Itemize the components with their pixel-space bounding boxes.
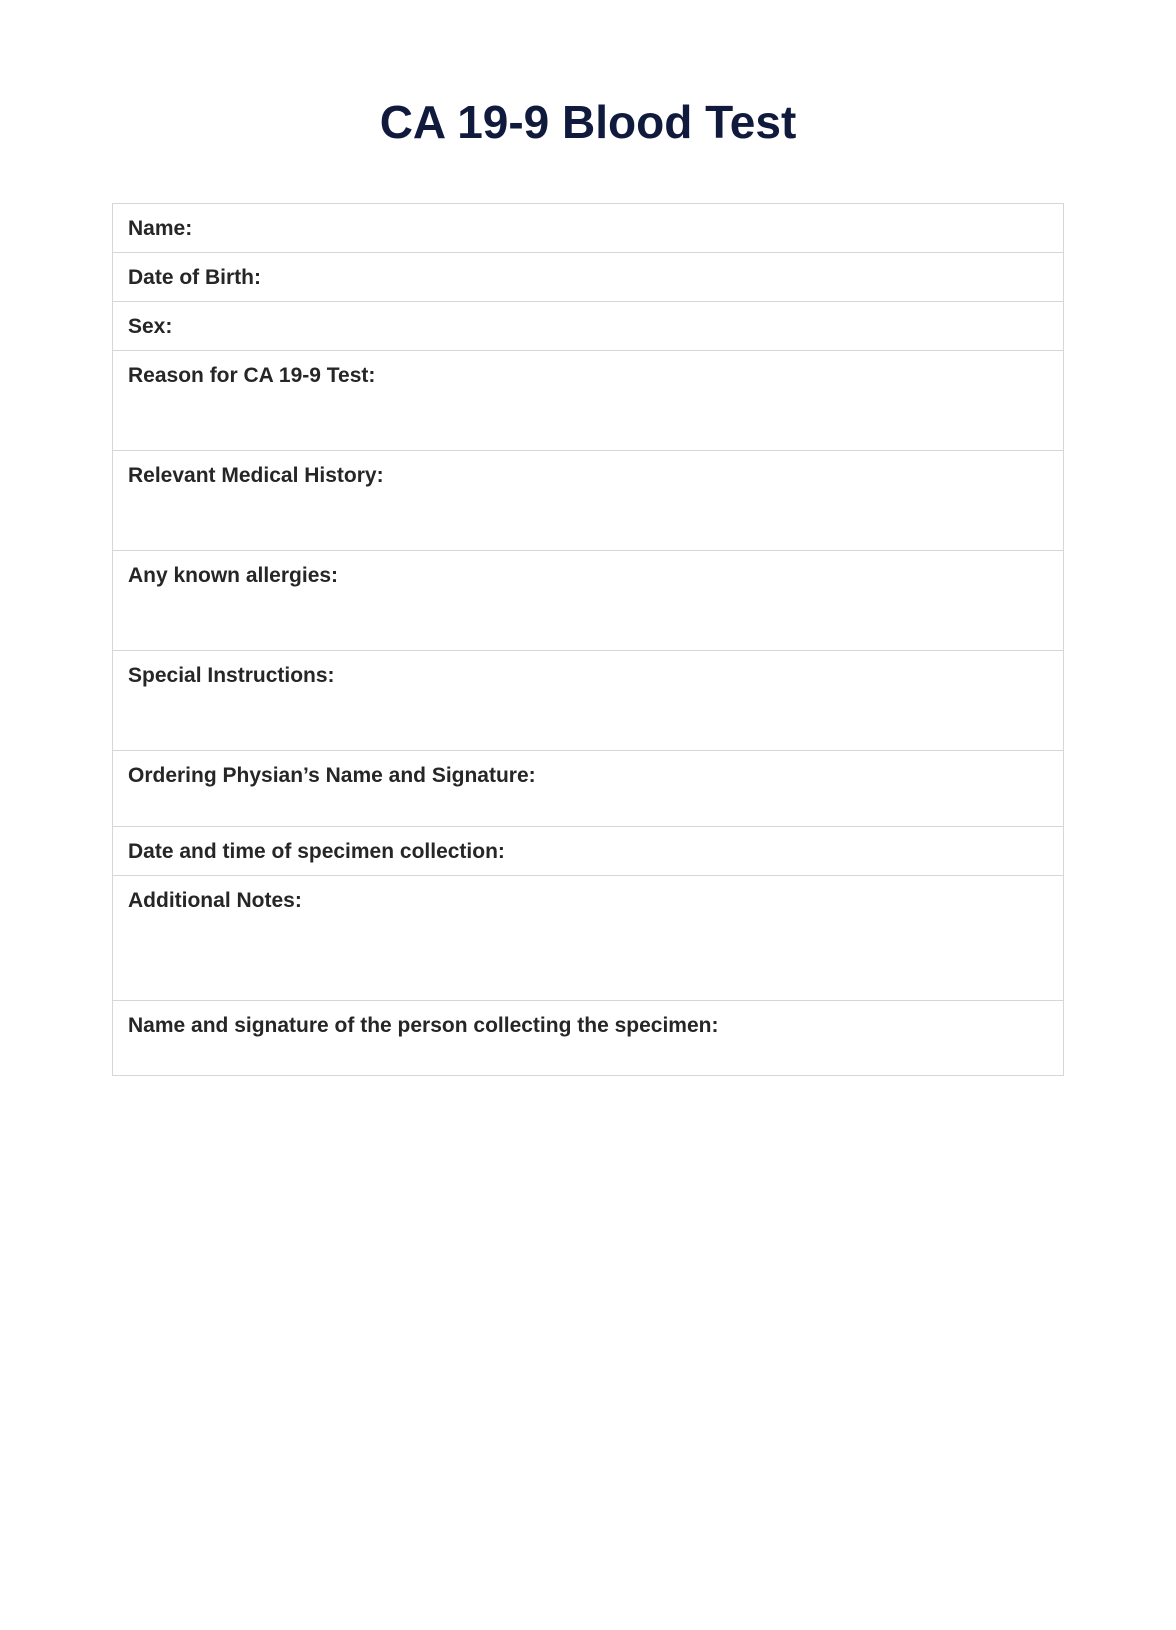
date-of-birth-label: Date of Birth: [128,266,261,289]
additional-notes-label: Additional Notes: [128,889,302,912]
ordering-physician-label: Ordering Physian’s Name and Signature: [128,764,536,787]
reason-for-test-field[interactable] [113,351,1063,451]
sex-label: Sex: [128,315,173,338]
name-label: Name: [128,217,193,240]
specimen-collection-time-field[interactable] [113,827,1063,876]
name-field[interactable] [113,204,1063,253]
reason-for-test-label: Reason for CA 19-9 Test: [128,364,376,387]
specimen-collector-field[interactable] [113,1001,1063,1075]
special-instructions-field[interactable] [113,651,1063,751]
date-of-birth-field[interactable] [113,253,1063,302]
specimen-collection-time-label: Date and time of specimen collection: [128,840,505,863]
medical-history-label: Relevant Medical History: [128,464,384,487]
form-table [112,203,1064,1076]
ordering-physician-field[interactable] [113,751,1063,827]
special-instructions-label: Special Instructions: [128,664,335,687]
sex-field[interactable] [113,302,1063,351]
allergies-field[interactable] [113,551,1063,651]
medical-history-field[interactable] [113,451,1063,551]
specimen-collector-label: Name and signature of the person collecting the specimen: [128,1014,719,1037]
page-title: CA 19-9 Blood Test [379,96,797,148]
allergies-label: Any known allergies: [128,564,339,587]
additional-notes-field[interactable] [113,876,1063,1001]
